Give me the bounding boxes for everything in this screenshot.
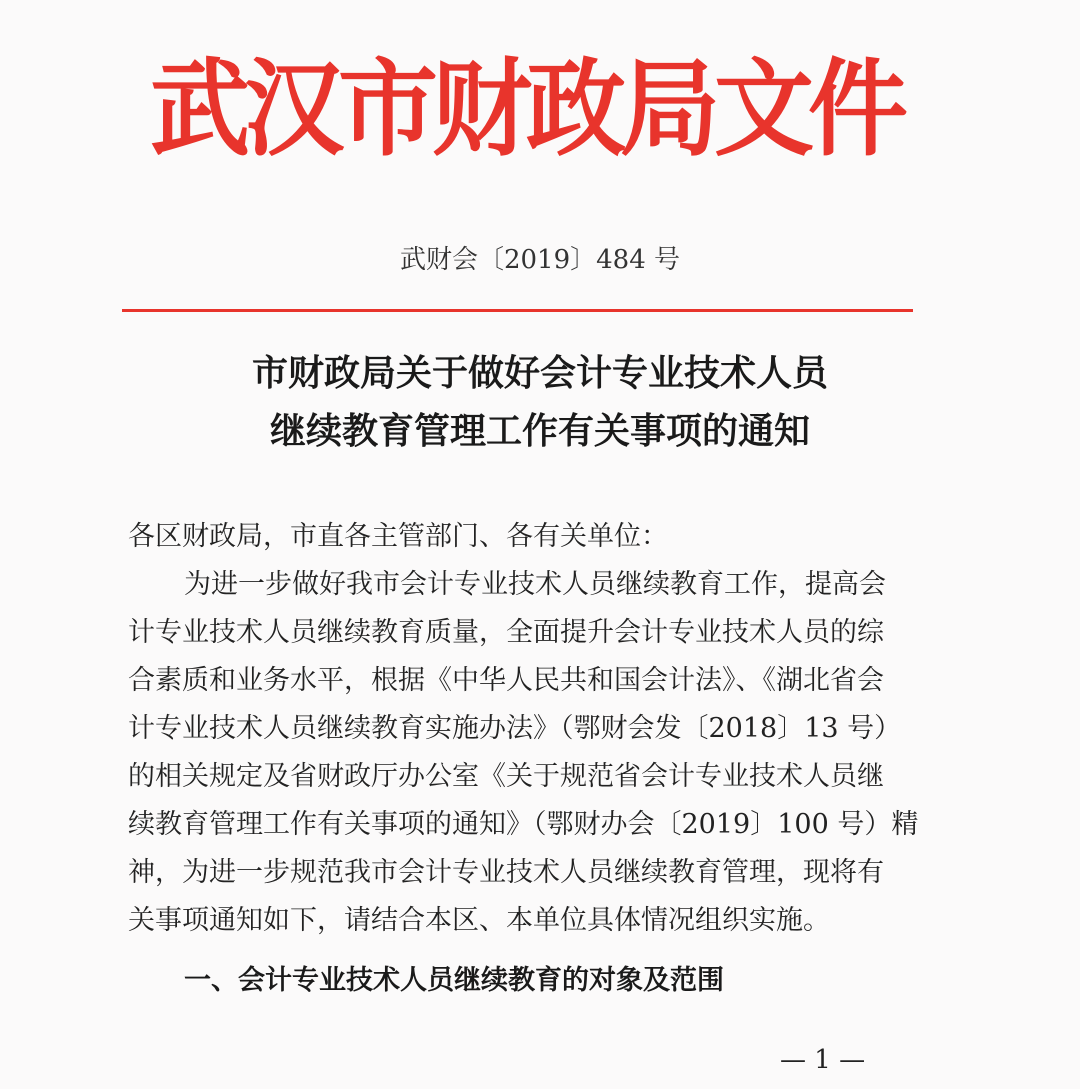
body-line: 关事项通知如下，请结合本区、本单位具体情况组织实施。 <box>128 905 830 936</box>
document-number: 武财会〔2019〕484 号 <box>399 245 681 275</box>
body-line: 的相关规定及省财政厅办公室《关于规范省会计专业技术人员继 <box>128 761 884 792</box>
section-heading: 一、会计专业技术人员继续教育的对象及范围 <box>184 965 724 996</box>
notice-title-line: 继续教育管理工作有关事项的通知 <box>269 411 810 452</box>
body-line: 续教育管理工作有关事项的通知》（鄂财办会〔2019〕100 号）精 <box>128 809 919 840</box>
body-line: 合素质和业务水平，根据《中华人民共和国会计法》、《湖北省会 <box>128 665 884 696</box>
document-header-title: 武汉市财政局文件 <box>150 48 902 171</box>
body-line: 为进一步做好我市会计专业技术人员继续教育工作，提高会 <box>184 569 886 600</box>
red-divider-line <box>122 309 913 312</box>
page-number: — 1 — <box>780 1045 866 1075</box>
salutation: 各区财政局，市直各主管部门、各有关单位： <box>128 521 668 552</box>
body-paragraph <box>128 561 928 945</box>
body-line: 计专业技术人员继续教育质量，全面提升会计专业技术人员的综 <box>128 617 884 648</box>
body-line: 计专业技术人员继续教育实施办法》（鄂财会发〔2018〕13 号） <box>128 713 902 744</box>
notice-title <box>0 345 1080 461</box>
notice-title-line: 市财政局关于做好会计专业技术人员 <box>251 353 828 394</box>
body-line: 神，为进一步规范我市会计专业技术人员继续教育管理，现将有 <box>128 857 884 888</box>
